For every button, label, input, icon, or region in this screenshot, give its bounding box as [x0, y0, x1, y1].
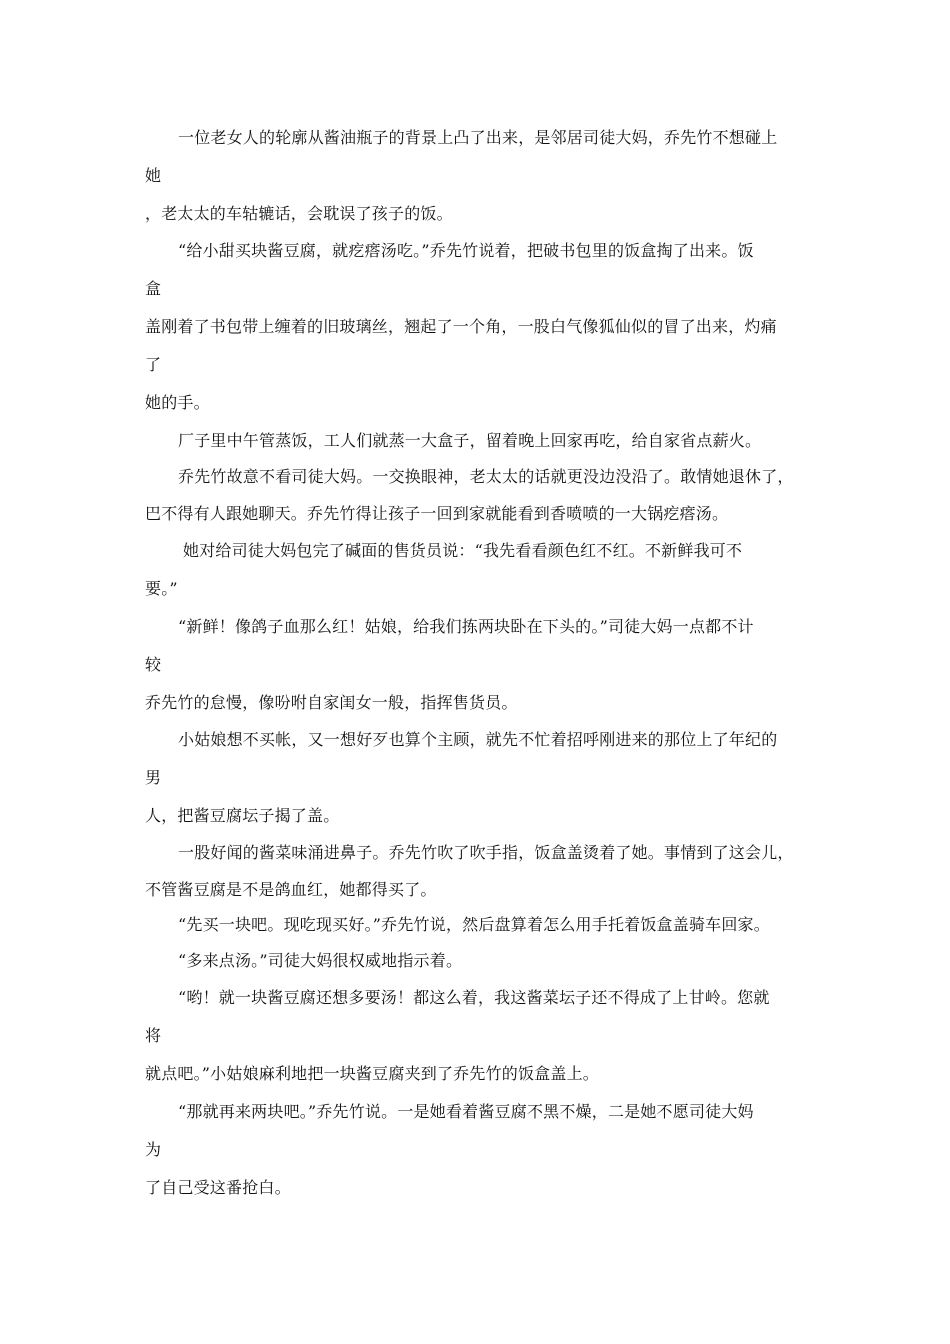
text-line: 将: [145, 1026, 162, 1045]
text-line: 了自己受这番抢白。: [145, 1178, 291, 1197]
text-line: 乔先竹的怠慢，像吩咐自家闺女一般，指挥售货员。: [145, 693, 518, 712]
text-line: “那就再来两块吧。”乔先竹说。一是她看着酱豆腐不黑不燥，二是她不愿司徒大妈: [178, 1102, 754, 1121]
text-line: 一股好闻的酱菜味涌进鼻子。乔先竹吹了吹手指，饭盒盖烫着了她。事情到了这会儿，: [178, 843, 794, 862]
text-line: 了: [145, 355, 162, 374]
text-line: 为: [145, 1140, 162, 1159]
text-line: 她对给司徒大妈包完了碱面的售货员说：“我先看看颜色红不红。不新鲜我可不: [183, 541, 743, 560]
text-line: 一位老女人的轮廓从酱油瓶子的背景上凸了出来，是邻居司徒大妈，乔先竹不想碰上: [178, 128, 778, 147]
text-line: 厂子里中午管蒸饭，工人们就蒸一大盒子，留着晚上回家再吃，给自家省点薪火。: [178, 431, 762, 450]
text-line: 巴不得有人跟她聊天。乔先竹得让孩子一回到家就能看到香喷喷的一大锅疙瘩汤。: [145, 504, 729, 523]
text-line: 盒: [145, 279, 162, 298]
text-line: 不管酱豆腐是不是鸽血红，她都得买了。: [145, 880, 437, 899]
text-line: “哟！就一块酱豆腐还想多要汤！都这么着，我这酱菜坛子还不得成了上甘岭。您就: [178, 988, 770, 1007]
text-line: 乔先竹故意不看司徒大妈。一交换眼神，老太太的话就更没边没沿了。敢情她退休了，: [178, 467, 794, 486]
text-line: “给小甜买块酱豆腐，就疙瘩汤吃。”乔先竹说着，把破书包里的饭盒掏了出来。饭: [178, 241, 754, 260]
text-line: “多来点汤。”司徒大妈很权威地指示着。: [178, 951, 463, 970]
text-line: 就点吧。”小姑娘麻利地把一块酱豆腐夹到了乔先竹的饭盒盖上。: [145, 1064, 599, 1083]
text-line: 要。”: [145, 579, 178, 598]
text-line: 男: [145, 768, 162, 787]
text-line: 她的手。: [145, 393, 210, 412]
text-line: “先买一块吧。现吃现买好。”乔先竹说，然后盘算着怎么用手托着饭盒盖骑车回家。: [178, 915, 770, 934]
text-line: 小姑娘想不买帐，又一想好歹也算个主顾，就先不忙着招呼刚进来的那位上了年纪的: [178, 730, 778, 749]
text-line: ，老太太的车轱辘话，会耽误了孩子的饭。: [145, 204, 453, 223]
text-line: 较: [145, 655, 162, 674]
text-line: “新鲜！像鸽子血那么红！姑娘，给我们拣两块卧在下头的。”司徒大妈一点都不计: [178, 617, 754, 636]
text-line: 人，把酱豆腐坛子揭了盖。: [145, 806, 340, 825]
text-line: 盖刚着了书包带上缠着的旧玻璃丝，翘起了一个角，一股白气像狐仙似的冒了出来，灼痛: [145, 317, 777, 336]
text-line: 她: [145, 166, 162, 185]
